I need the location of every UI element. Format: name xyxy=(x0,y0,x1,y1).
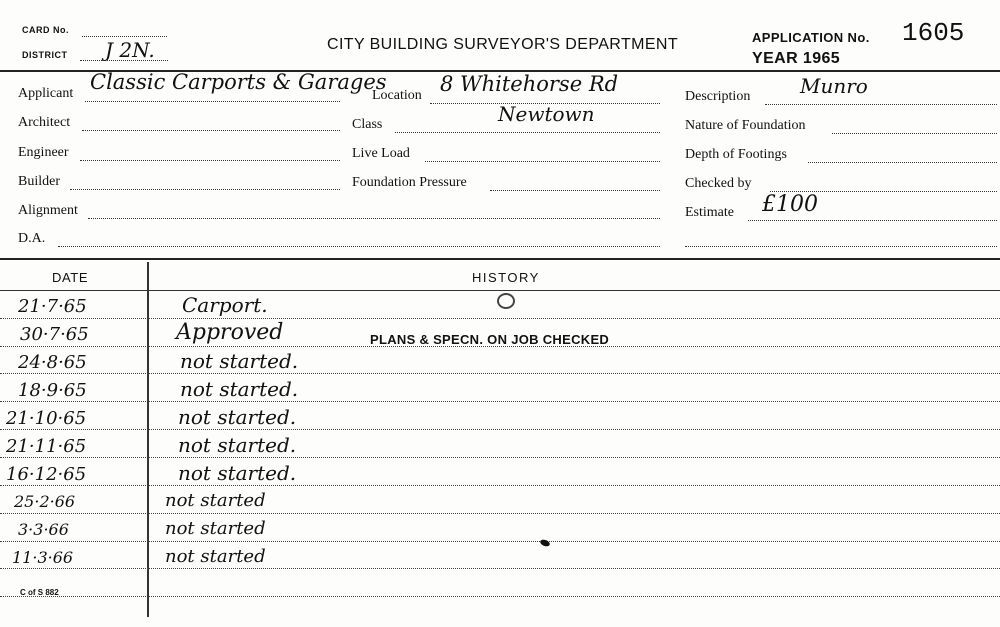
card-no-line xyxy=(82,36,167,37)
engineer-line xyxy=(80,160,340,161)
alignment-line xyxy=(88,218,660,219)
foundation-pressure-label: Foundation Pressure xyxy=(352,175,467,190)
application-number: 1605 xyxy=(902,18,965,48)
punch-mark xyxy=(497,293,515,309)
history-text: Approved xyxy=(176,320,284,345)
history-text: not started. xyxy=(178,461,297,485)
plans-checked-stamp: PLANS & SPECN. ON JOB CHECKED xyxy=(370,332,610,347)
class-value: Newtown xyxy=(498,102,595,126)
description-value: Munro xyxy=(800,74,868,98)
history-date: 25·2·66 xyxy=(14,492,76,511)
row-rule xyxy=(0,401,1000,402)
history-date: 11·3·66 xyxy=(12,548,74,567)
applicant-value: Classic Carports & Garages xyxy=(90,70,387,94)
architect-label: Architect xyxy=(18,115,71,130)
history-date: 24·8·65 xyxy=(18,352,87,373)
nature-of-foundation-line xyxy=(832,133,997,134)
estimate-label: Estimate xyxy=(685,205,734,220)
history-text: not started. xyxy=(180,349,299,373)
row-rule xyxy=(0,485,1000,486)
history-text: not started xyxy=(165,490,266,511)
estimate-value: £100 xyxy=(762,192,818,217)
history-date: 21·7·65 xyxy=(18,296,87,317)
nature-of-foundation-label: Nature of Foundation xyxy=(685,118,806,133)
district-line xyxy=(80,60,168,61)
extra-line xyxy=(685,246,997,247)
history-date: 30·7·65 xyxy=(20,324,89,345)
history-divider xyxy=(0,258,1000,260)
row-rule xyxy=(0,513,1000,514)
foundation-pressure-line xyxy=(490,190,660,191)
builder-label: Builder xyxy=(18,174,60,189)
history-text: not started xyxy=(165,546,266,567)
form-code: C of S 882 xyxy=(20,588,59,597)
history-header: HISTORY xyxy=(472,270,540,285)
depth-of-footings-label: Depth of Footings xyxy=(685,147,787,162)
class-line xyxy=(395,132,660,133)
header-rule xyxy=(0,290,1000,291)
history-date: 3·3·66 xyxy=(18,520,69,539)
da-line xyxy=(58,246,660,247)
row-rule xyxy=(0,568,1000,569)
location-label: Location xyxy=(372,88,422,103)
checked-by-label: Checked by xyxy=(685,176,752,191)
row-rule xyxy=(0,457,1000,458)
alignment-label: Alignment xyxy=(18,203,78,218)
history-text: not started. xyxy=(180,377,299,401)
row-rule xyxy=(0,429,1000,430)
row-rule xyxy=(0,541,1000,542)
history-date: 21·10·65 xyxy=(6,408,87,429)
history-text: not started xyxy=(165,518,266,539)
engineer-label: Engineer xyxy=(18,145,69,160)
history-date: 18·9·65 xyxy=(18,380,87,401)
location-value: 8 Whitehorse Rd xyxy=(440,72,619,96)
row-rule xyxy=(0,373,1000,374)
depth-of-footings-line xyxy=(808,162,997,163)
application-label: APPLICATION No. xyxy=(752,30,870,45)
department-title: CITY BUILDING SURVEYOR'S DEPARTMENT xyxy=(327,36,679,53)
district-value: J 2N. xyxy=(105,38,155,62)
description-line xyxy=(765,104,997,105)
history-date: 21·11·65 xyxy=(6,436,87,457)
description-label: Description xyxy=(685,89,751,104)
history-text: not started. xyxy=(178,405,297,429)
year-label: YEAR 1965 xyxy=(752,50,841,67)
live-load-label: Live Load xyxy=(352,146,410,161)
history-date: 16·12·65 xyxy=(6,464,87,485)
date-header: DATE xyxy=(52,270,89,285)
estimate-line xyxy=(748,220,997,221)
applicant-label: Applicant xyxy=(18,86,74,101)
column-divider xyxy=(147,262,149,617)
live-load-line xyxy=(425,161,660,162)
history-text: not started. xyxy=(178,433,297,457)
class-label: Class xyxy=(352,117,383,132)
row-rule xyxy=(0,596,1000,597)
architect-line xyxy=(82,130,340,131)
card-no-label: CARD No. xyxy=(22,25,69,35)
da-label: D.A. xyxy=(18,231,46,246)
ink-blot xyxy=(539,538,550,547)
builder-line xyxy=(70,189,340,190)
district-label: DISTRICT xyxy=(22,50,68,60)
history-text: Carport. xyxy=(182,293,268,317)
applicant-line xyxy=(85,101,340,102)
row-rule xyxy=(0,318,1000,319)
